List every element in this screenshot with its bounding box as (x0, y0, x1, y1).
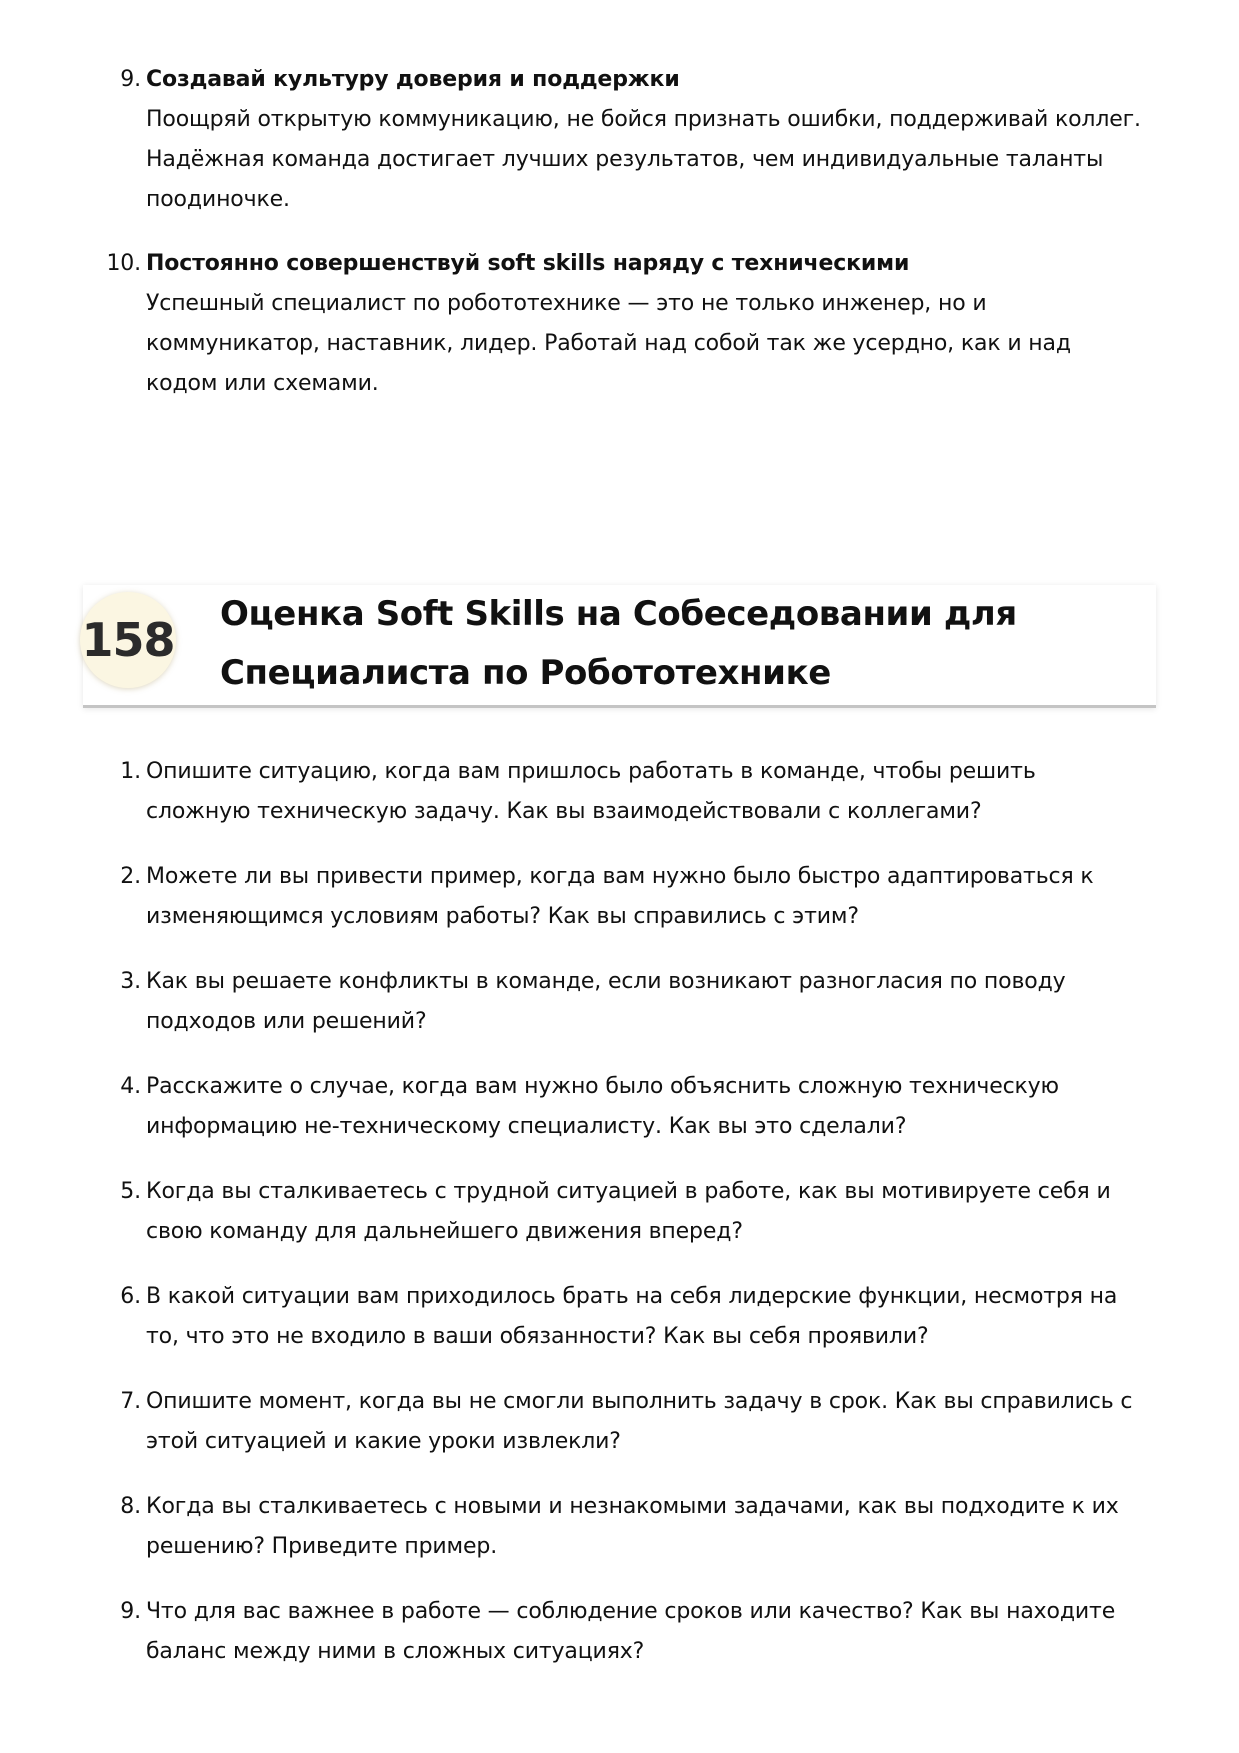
question-number: 9. (120, 1599, 141, 1624)
tip-number: 10. (106, 251, 141, 276)
chapter-header (83, 585, 1156, 708)
question-text: Опишите ситуацию, когда вам пришлось работать в команде, чтобы решить сложную техническую задачу. Как вы взаимодействовали с коллегами? (146, 759, 1036, 824)
question-number: 7. (120, 1389, 141, 1414)
tip-item (106, 60, 1146, 220)
tip-item (106, 244, 1146, 404)
question-number: 1. (120, 759, 141, 784)
question-number: 6. (120, 1284, 141, 1309)
question-number: 3. (120, 969, 141, 994)
tip-number: 9. (120, 67, 141, 92)
tip-title: Создавай культуру доверия и поддержки (146, 67, 680, 92)
question-text: В какой ситуации вам приходилось брать на себя лидерские функции, несмотря на то, что это не входило в ваши обязанности? Как вы себя проявили? (146, 1284, 1118, 1349)
question-item (106, 1487, 1146, 1567)
tip-description: Успешный специалист по робототехнике — это не только инженер, но и коммуникатор, наставник, лидер. Работай над собой так же усердно, как и над кодом или схемами. (146, 291, 1071, 396)
chapter-title: Оценка Soft Skills на Собеседовании для Специалиста по Робототехнике (220, 594, 1017, 693)
tips-list (106, 60, 1146, 428)
tip-description: Поощряй открытую коммуникацию, не бойся признать ошибки, поддерживай коллег. Надёжная команда достигает лучших результатов, чем индивидуальные таланты поодиночке. (146, 107, 1141, 212)
question-text: Можете ли вы привести пример, когда вам нужно было быстро адаптироваться к изменяющимся условиям работы? Как вы справились с этим? (146, 864, 1094, 929)
question-text: Когда вы сталкиваетесь с трудной ситуацией в работе, как вы мотивируете себя и свою команду для дальнейшего движения вперед? (146, 1179, 1111, 1244)
question-item (106, 1382, 1146, 1462)
question-item (106, 752, 1146, 832)
question-text: Что для вас важнее в работе — соблюдение сроков или качество? Как вы находите баланс между ними в сложных ситуациях? (146, 1599, 1116, 1664)
question-item (106, 1277, 1146, 1357)
question-number: 4. (120, 1074, 141, 1099)
question-number: 5. (120, 1179, 141, 1204)
question-item (106, 857, 1146, 937)
question-text: Когда вы сталкиваетесь с новыми и незнакомыми задачами, как вы подходите к их решению? Приведите пример. (146, 1494, 1119, 1559)
question-number: 8. (120, 1494, 141, 1519)
question-item (106, 962, 1146, 1042)
question-text: Расскажите о случае, когда вам нужно было объяснить сложную техническую информацию не-техническому специалисту. Как вы это сделали? (146, 1074, 1059, 1139)
question-item (106, 1172, 1146, 1252)
chapter-number-badge: 158 (80, 592, 176, 688)
questions-list (106, 752, 1146, 1697)
question-item (106, 1592, 1146, 1672)
tip-title: Постоянно совершенствуй soft skills наряду с техническими (146, 251, 910, 276)
question-text: Опишите момент, когда вы не смогли выполнить задачу в срок. Как вы справились с этой ситуацией и какие уроки извлекли? (146, 1389, 1133, 1454)
question-text: Как вы решаете конфликты в команде, если возникают разногласия по поводу подходов или решений? (146, 969, 1066, 1034)
question-number: 2. (120, 864, 141, 889)
question-item (106, 1067, 1146, 1147)
